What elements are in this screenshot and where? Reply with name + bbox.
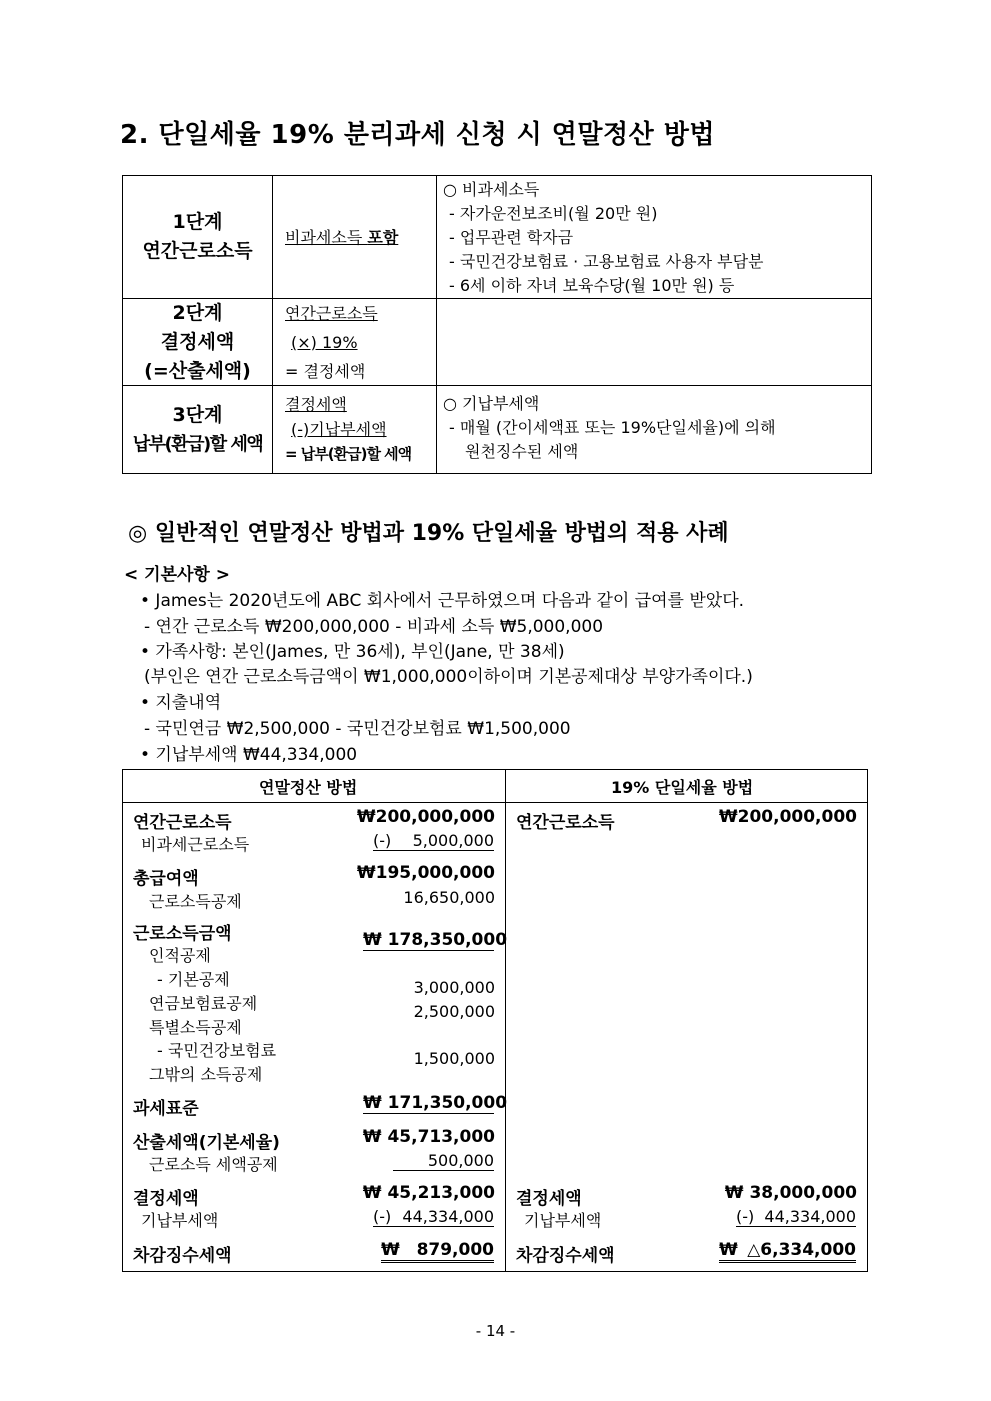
basic-line-3: • 가족사항: 본인(James, 만 36세), 부인(Jane, 만 38세) <box>140 642 565 662</box>
step-3-notes: ○ 기납부세액 - 매월 (간이세액표 또는 19%단일세율)에 의해 원천징수된 세액 <box>443 394 776 461</box>
right-header: 19% 단일세율 방법 <box>611 778 754 797</box>
page-title: 2. 단일세율 19% 분리과세 신청 시 연말정산 방법 <box>120 120 716 150</box>
section-title: ◎ 일반적인 연말정산 방법과 19% 단일세율 방법의 적용 사례 <box>128 521 729 546</box>
basic-title: < 기본사항 > <box>124 565 231 585</box>
left-basic-ded: - 기본공제 <box>157 970 230 989</box>
left-header: 연말정산 방법 <box>259 778 358 797</box>
step-1-notes: ○ 비과세소득 - 자가운전보조비(월 20만 원) - 업무관련 학자금 - 국민건강보험료 · 고용보험료 사용자 부담분 - 6세 이하 자녀 보육수당(월 10만 원) 등 <box>443 180 764 295</box>
left-gross-amt: ₩195,000,000 <box>356 863 495 883</box>
left-special-ded: 특별소득공제 <box>149 1018 242 1037</box>
left-nontax: 비과세근로소득 <box>141 835 250 854</box>
left-earned-ded-amt: 16,650,000 <box>403 888 495 907</box>
basic-line-5: • 지출내역 <box>140 693 222 713</box>
left-diff-amt: ₩ 879,000 <box>381 1240 494 1263</box>
basic-line-1: • James는 2020년도에 ABC 회사에서 근무하였으며 다음과 같이 급여를 받았다. <box>140 591 745 611</box>
left-diff: 차감징수세액 <box>133 1246 232 1266</box>
left-nontax-amt: (-) 5,000,000 <box>373 831 494 850</box>
steps-table <box>122 175 872 474</box>
left-earned-inc: 근로소득금액 <box>133 924 232 944</box>
left-prepaid: 기납부세액 <box>141 1211 219 1230</box>
left-pension-ded: 연금보험료공제 <box>149 994 258 1013</box>
left-tax-base-amt: ₩ 171,350,000 <box>363 1093 508 1113</box>
left-other-ded: 그밖의 소득공제 <box>149 1065 263 1084</box>
step-1-method: 비과세소득 포함 <box>273 176 437 298</box>
left-calc-tax-amt: ₩ 45,713,000 <box>362 1127 495 1147</box>
right-prepaid-amt: (-) 44,334,000 <box>736 1207 856 1226</box>
step-2-notes <box>437 299 871 385</box>
left-det-tax-amt: ₩ 45,213,000 <box>362 1183 495 1203</box>
left-earned-ded: 근로소득공제 <box>149 892 242 911</box>
right-det-tax-amt: ₩ 38,000,000 <box>724 1183 857 1203</box>
step-2-method: 연간근로소득 (×) 19% = 결정세액 <box>273 299 437 385</box>
left-det-tax: 결정세액 <box>133 1189 199 1209</box>
right-annual-income: 연간근로소득 <box>516 813 615 833</box>
basic-line-4: (부인은 연간 근로소득금액이 ₩1,000,000이하이며 기본공제대상 부양가족이다.) <box>144 667 753 687</box>
left-prepaid-amt: (-) 44,334,000 <box>373 1207 494 1226</box>
step-row-2 <box>123 299 871 386</box>
comparison-header <box>123 770 867 803</box>
left-gross: 총급여액 <box>133 869 199 889</box>
left-pension-ded-amt: 2,500,000 <box>413 1002 495 1021</box>
page-number: - 14 - <box>475 1322 516 1340</box>
left-tax-credit-amt: 500,000 <box>393 1151 494 1171</box>
left-tax-base: 과세표준 <box>133 1099 199 1119</box>
step-1-label: 1단계 연간근로소득 <box>123 176 273 298</box>
right-diff: 차감징수세액 <box>516 1246 615 1266</box>
right-annual-income-amt: ₩200,000,000 <box>718 807 857 827</box>
left-health-ins: - 국민건강보험료 <box>157 1041 277 1060</box>
right-det-tax: 결정세액 <box>516 1189 582 1209</box>
column-divider <box>505 770 506 1271</box>
step-row-1 <box>123 176 871 299</box>
right-diff-amt: ₩ △6,334,000 <box>719 1240 856 1263</box>
left-personal-ded: 인적공제 <box>149 946 211 965</box>
left-annual-income: 연간근로소득 <box>133 813 232 833</box>
left-tax-credit: 근로소득 세액공제 <box>149 1155 278 1174</box>
basic-line-6: - 국민연금 ₩2,500,000 - 국민건강보험료 ₩1,500,000 <box>144 719 571 739</box>
step-2-label: 2단계 결정세액 (=산출세액) <box>123 299 273 385</box>
basic-line-2: - 연간 근로소득 ₩200,000,000 - 비과세 소득 ₩5,000,000 <box>144 617 604 637</box>
left-basic-ded-amt: 3,000,000 <box>413 978 495 997</box>
step-3-label: 3단계 납부(환급)할 세액 <box>123 386 273 473</box>
step-row-3 <box>123 386 871 473</box>
left-earned-inc-amt: ₩ 178,350,000 <box>363 930 508 950</box>
right-prepaid: 기납부세액 <box>524 1211 602 1230</box>
left-annual-income-amt: ₩200,000,000 <box>356 807 495 827</box>
comparison-table <box>122 769 868 1272</box>
left-health-ins-amt: 1,500,000 <box>413 1049 495 1068</box>
basic-line-7: • 기납부세액 ₩44,334,000 <box>140 745 358 765</box>
step-3-method: 결정세액 (-)기납부세액 = 납부(환급)할 세액 <box>273 386 437 473</box>
left-calc-tax: 산출세액(기본세율) <box>133 1133 280 1153</box>
